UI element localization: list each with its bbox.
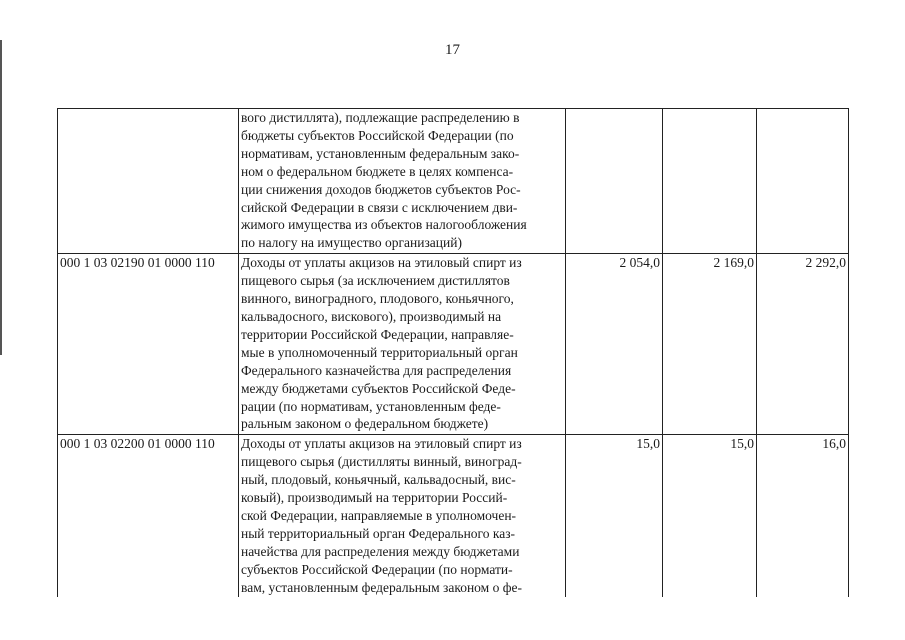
description-line: винного, виноградного, плодового, коньячного, [241, 291, 514, 307]
description-line: сийской Федерации в связи с исключением дви- [241, 199, 518, 215]
amount-year-1-cell [566, 109, 663, 254]
table-row [58, 435, 849, 598]
description-cell [239, 254, 566, 435]
amount-year-3-cell [757, 109, 849, 254]
description-line: территории Российской Федерации, направляе- [241, 326, 514, 342]
amount-year-2-cell [663, 109, 757, 254]
scan-edge-mark [0, 40, 2, 355]
description-line: жимого имущества из объектов налогообложения [241, 217, 527, 233]
description-line: рации (по нормативам, установленным феде- [241, 398, 501, 414]
description-line: вого дистиллята), подлежащие распределению в [241, 110, 520, 125]
page-number: 17 [445, 42, 460, 58]
description-line: ковый), производимый на территории Россий- [241, 490, 508, 506]
description-line: субъектов Российской Федерации (по нормати- [241, 561, 513, 577]
description-line: начейства для распределения между бюджетами [241, 543, 520, 559]
table-row [58, 109, 849, 254]
budget-revenue-table [57, 108, 849, 597]
amount-year-2-cell: 2 169,0 [663, 254, 757, 435]
description-line: бюджеты субъектов Российской Федерации (по [241, 127, 514, 143]
description-line: между бюджетами субъектов Российской Феде- [241, 380, 516, 396]
description-line: пищевого сырья (дистилляты винный, виноград- [241, 454, 522, 470]
description-line: ном о федеральном бюджете в целях компенса- [241, 163, 514, 179]
amount-year-1-cell: 15,0 [566, 435, 663, 598]
description-cell [239, 109, 566, 254]
description-line: ральным законом о федеральном бюджете) [241, 416, 489, 432]
description-line: Федерального казначейства для распределения [241, 362, 512, 378]
description-line: ный, плодовый, коньячный, кальвадосный, вис- [241, 472, 516, 488]
description-line: вам, установленным федеральным законом о фе- [241, 579, 522, 595]
table-row [58, 254, 849, 435]
amount-year-2-cell: 15,0 [663, 435, 757, 598]
kbk-code-cell: 000 1 03 02190 01 0000 110 [58, 254, 239, 435]
description-line: по налогу на имущество организаций) [241, 235, 462, 251]
description-line: ской Федерации, направляемые в уполномочен- [241, 507, 517, 523]
description-line: ный территориальный орган Федерального каз- [241, 525, 516, 541]
kbk-code-cell: 000 1 03 02200 01 0000 110 [58, 435, 239, 598]
description-line: нормативам, установленным федеральным зако- [241, 145, 520, 161]
description-line: мые в уполномоченный территориальный орган [241, 344, 518, 360]
description-line: кальвадосного, вискового), производимый на [241, 308, 502, 324]
description-line: ции снижения доходов бюджетов субъектов Рос- [241, 181, 521, 197]
description-line: Доходы от уплаты акцизов на этиловый спирт из [241, 255, 522, 271]
description-line: Доходы от уплаты акцизов на этиловый спирт из [241, 436, 522, 452]
kbk-code-cell [58, 109, 239, 254]
amount-year-1-cell: 2 054,0 [566, 254, 663, 435]
description-line: пищевого сырья (за исключением дистиллятов [241, 273, 510, 289]
amount-year-3-cell: 16,0 [757, 435, 849, 598]
description-cell [239, 435, 566, 598]
amount-year-3-cell: 2 292,0 [757, 254, 849, 435]
